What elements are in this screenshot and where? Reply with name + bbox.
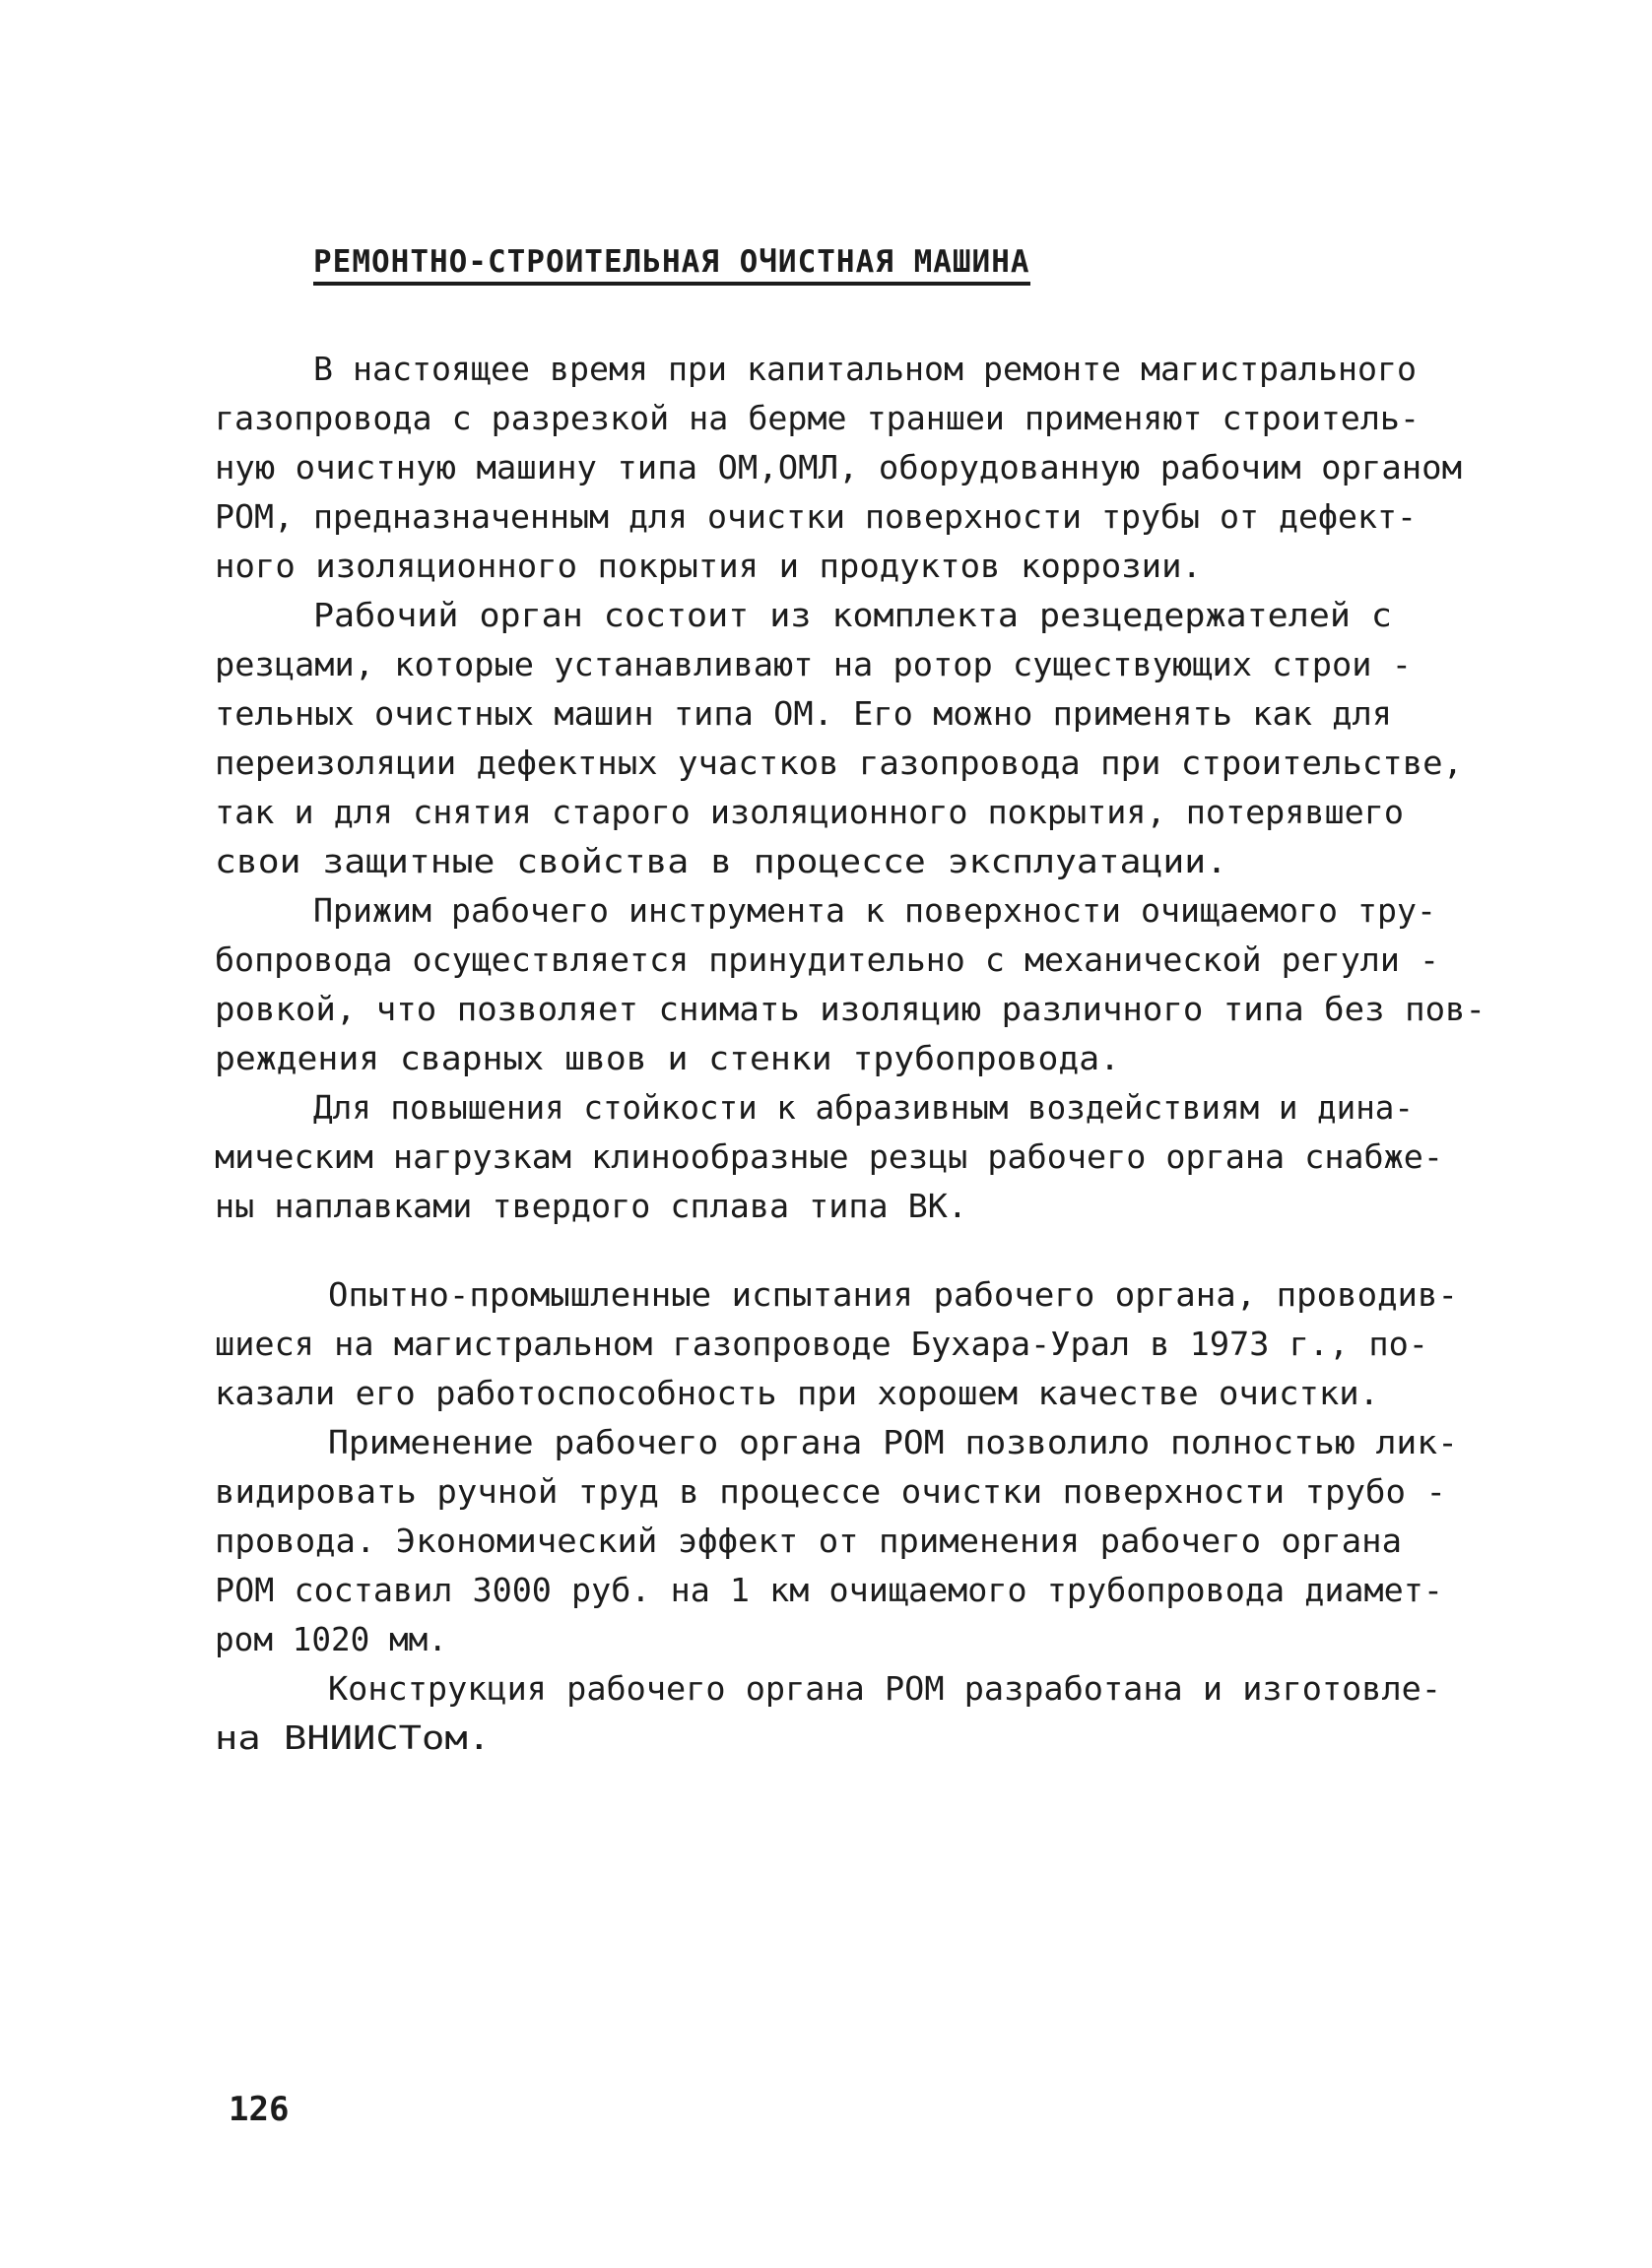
page-title: РЕМОНТНО-СТРОИТЕЛЬНАЯ ОЧИСТНАЯ МАШИНА [313, 244, 1030, 286]
paragraph-2-line-6: свои защитные свойства в процессе эксплуатации. [215, 842, 1227, 880]
paragraph-2-line-3: тельных очистных машин типа ОМ. Его можно применять как для [215, 694, 1392, 733]
paragraph-2-line-2: резцами, которые устанавливают на ротор существующих строи - [215, 645, 1412, 683]
paragraph-5-line-2: шиеся на магистральном газопроводе Бухара-Урал в 1973 г., по- [215, 1325, 1428, 1363]
paragraph-2-line-1: Рабочий орган состоит из комплекта резцедержателей с [313, 596, 1392, 634]
paragraph-4-line-1: Для повышения стойкости к абразивным воздействиям и дина- [313, 1088, 1414, 1127]
paragraph-2-line-5: так и для снятия старого изоляционного покрытия, потерявшего [215, 793, 1404, 831]
paragraph-1-line-4: РОМ, предназначенным для очистки поверхности трубы от дефект- [215, 497, 1417, 536]
paragraph-6-line-1: Применение рабочего органа РОМ позволило полностью лик- [328, 1423, 1458, 1461]
page-number: 126 [229, 2090, 290, 2129]
paragraph-1-line-2: газопровода с разрезкой на берме траншеи применяют строитель- [215, 399, 1420, 437]
paragraph-6-line-3: провода. Экономический эффект от применения рабочего органа [215, 1522, 1402, 1560]
paragraph-3-line-1: Прижим рабочего инструмента к поверхности очищаемого тру- [313, 891, 1436, 930]
paragraph-3-line-4: реждения сварных швов и стенки трубопровода. [215, 1039, 1120, 1077]
paragraph-6-line-4: РОМ составил 3000 руб. на 1 км очищаемого трубопровода диамет- [215, 1571, 1443, 1609]
paragraph-1-line-5: ного изоляционного покрытия и продуктов коррозии. [215, 547, 1202, 585]
paragraph-4-line-3: ны наплавками твердого сплава типа ВК. [215, 1187, 967, 1225]
paragraph-6-line-5: ром 1020 мм. [215, 1620, 447, 1658]
paragraph-3-line-3: ровкой, что позволяет снимать изоляцию различного типа без пов- [215, 990, 1486, 1028]
paragraph-2-line-4: переизоляции дефектных участков газопровода при строительстве, [215, 744, 1463, 782]
paragraph-3-line-2: бопровода осуществляется принудительно с механической регули - [215, 940, 1439, 979]
paragraph-6-line-2: видировать ручной труд в процессе очистки поверхности трубо - [215, 1472, 1446, 1511]
paragraph-5-line-1: Опытно-промышленные испытания рабочего органа, проводив- [328, 1275, 1458, 1314]
paragraph-1-line-3: ную очистную машину типа ОМ,ОМЛ, оборудованную рабочим органом [215, 448, 1462, 486]
paragraph-7-line-2: на ВНИИСТом. [215, 1718, 491, 1757]
paragraph-5-line-3: казали его работоспособность при хорошем качестве очистки. [215, 1374, 1379, 1412]
paragraph-7-line-1: Конструкция рабочего органа РОМ разработана и изготовле- [328, 1669, 1441, 1708]
paragraph-4-line-2: мическим нагрузкам клинообразные резцы рабочего органа снабже- [215, 1137, 1443, 1176]
paragraph-1-line-1: В настоящее время при капитальном ремонте магистрального [313, 350, 1417, 388]
